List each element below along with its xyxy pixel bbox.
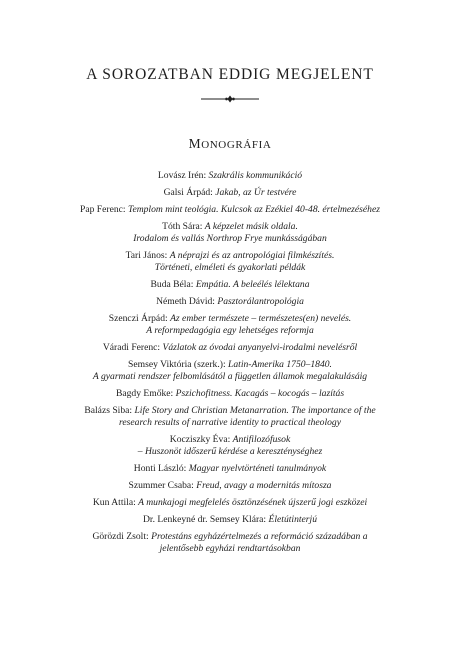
entry-line [0,250,460,262]
entry-line [0,342,460,354]
list-item [0,531,460,556]
list-item [0,342,460,354]
book-title: A néprajzi és az antropológiai filmkészítés. [169,249,335,261]
book-title: Empátia. A beleélés lélektana [195,279,310,291]
entry-line [0,279,460,291]
section-title-rest: ONOGRÁFIA [201,139,272,151]
entry-line [0,446,460,458]
entry-line [0,221,460,233]
book-title: Latin-Amerika 1750–1840. [228,358,332,370]
entry-line [0,187,460,199]
list-item [0,497,460,509]
book-title: Vázlatok az óvodai anyanyelvi-irodalmi nevelésről [162,342,358,354]
book-title: Freud, avagy a modernitás mítosza [196,480,332,492]
book-title: jelentősebb egyházi rendtartásokban [159,543,301,555]
book-title: Életútinterjú [268,514,317,526]
author-name: Váradi Ferenc: [102,342,161,354]
author-name: Bagdy Emőke: [115,388,174,400]
book-title: research results of narrative identity to practical theology [119,417,341,429]
list-item [0,388,460,400]
section-title-initial: M [188,136,202,151]
section-title [0,136,460,152]
book-title: Life Story and Christian Metanarration. The importance of the [134,404,376,416]
entry-line [0,463,460,475]
book-title: Történeti, elméleti és gyakorlati példák [154,262,306,274]
book-title: A reformpedagógia egy lehetséges reformja [146,325,314,337]
entry-line [0,204,460,216]
list-item [0,313,460,338]
author-name: Lovász Irén: [157,170,207,181]
entry-line [0,371,460,383]
book-title: A gyarmati rendszer felbomlásától a független államok megalakulásáig [92,371,368,383]
entry-line [0,543,460,555]
entry-line [0,497,460,509]
author-name: Németh Dávid: [156,295,215,307]
book-title: A képzelet másik oldala. [204,220,298,232]
author-name: Szummer Csaba: [128,480,194,492]
entry-line [0,480,460,492]
list-item [0,204,460,216]
author-name: Galsi Árpád: [163,186,213,198]
list-item [0,250,460,275]
book-title: Templom mint teológia. Kulcsok az Ezékiel 40-48. értelmezéséhez [127,203,380,215]
entry-line [0,359,460,371]
book-title: Szakrális kommunikáció [208,170,303,181]
list-item [0,187,460,199]
author-name: Kun Attila: [92,497,136,509]
entry-line [0,313,460,325]
entry-line [0,170,460,182]
entry-line [0,531,460,543]
entry-line [0,417,460,429]
author-name: Kocziszky Éva: [169,434,231,446]
book-title: Jakab, az Úr testvére [215,186,297,198]
entry-line [0,325,460,337]
book-title: A munkajogi megfelelés ösztönzésének újszerű jogi eszközei [138,497,368,509]
author-name: Buda Béla: [150,279,194,291]
list-item [0,359,460,384]
author-name: Pap Ferenc: [80,203,126,215]
list-item [0,480,460,492]
ornament-divider-icon [201,94,259,104]
list-item [0,221,460,246]
author-name: Tóth Sára: [162,220,203,232]
list-item [0,296,460,308]
list-item [0,279,460,291]
list-item [0,405,460,430]
series-heading: A SOROZATBAN EDDIG MEGJELENT [86,66,374,83]
author-name: Dr. Lenkeyné dr. Semsey Klára: [143,514,267,526]
book-title: Irodalom és vallás Northrop Frye munkásságában [133,232,327,244]
entry-line [0,233,460,245]
book-title: Protestáns egyházértelmezés a reformáció századában a [151,530,368,542]
book-title: Pasztorálantropológia [217,295,304,307]
author-name: Honti László: [133,463,187,475]
list-item [0,514,460,526]
author-name: Balázs Siba: [84,404,133,416]
author-name: Görözdi Zsolt: [92,530,149,542]
book-title: – Huszonöt időszerű kérdése a kereszténységhez [137,446,323,458]
author-name: Tari János: [125,249,168,261]
author-name: Semsey Viktória (szerk.): [128,358,226,370]
book-title: Magyar nyelvtörténeti tanulmányok [188,463,327,475]
list-item [0,463,460,475]
entry-line [0,388,460,400]
entry-line [0,514,460,526]
entry-line [0,296,460,308]
list-item [0,434,460,459]
book-title: Pszichofitness. Kacagás – kocogás – lazítás [175,388,345,400]
monograph-list [0,170,460,560]
entry-line [0,262,460,274]
book-title: Az ember természete – természetes(en) nevelés. [170,312,352,324]
author-name: Szenczi Árpád: [108,312,168,324]
entry-line [0,405,460,417]
entry-line [0,434,460,446]
book-title: Antifilozófusok [232,434,291,446]
list-item [0,170,460,182]
